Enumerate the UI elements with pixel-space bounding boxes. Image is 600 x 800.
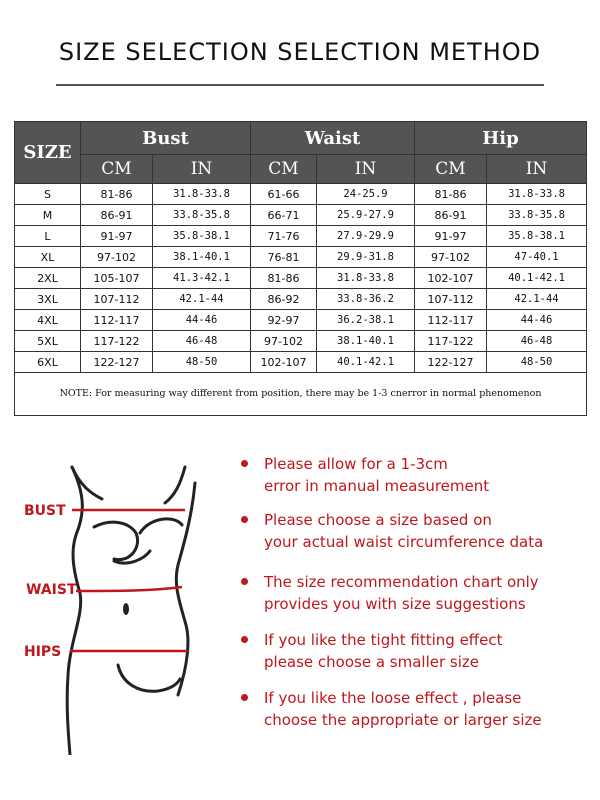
measurement-cell: 117-122 xyxy=(81,331,153,352)
unit-header: CM xyxy=(251,155,317,184)
measurement-cell: 44-46 xyxy=(153,310,251,331)
measurement-cell: 29.9-31.8 xyxy=(317,247,415,268)
measurement-cell: 102-107 xyxy=(415,268,487,289)
table-row xyxy=(15,352,587,373)
table-note: NOTE: For measuring way different from position, there may be 1-3 cnerror in normal phenomenon xyxy=(15,373,587,416)
table-row xyxy=(15,310,587,331)
measurement-cell: 86-92 xyxy=(251,289,317,310)
size-cell: XL xyxy=(15,247,81,268)
measurement-cell: 112-117 xyxy=(81,310,153,331)
measurement-cell: 91-97 xyxy=(415,226,487,247)
advice-text: If you like the loose effect , please choose the appropriate or larger size xyxy=(264,689,542,729)
size-cell: 2XL xyxy=(15,268,81,289)
measurement-cell: 42.1-44 xyxy=(153,289,251,310)
table-row xyxy=(15,184,587,205)
size-cell: 6XL xyxy=(15,352,81,373)
waist-measure-line xyxy=(76,587,182,591)
size-cell: 3XL xyxy=(15,289,81,310)
size-cell: 5XL xyxy=(15,331,81,352)
waist-label: WAIST xyxy=(26,582,77,598)
measurement-cell: 33.8-35.8 xyxy=(487,205,587,226)
measurement-cell: 42.1-44 xyxy=(487,289,587,310)
hip-group-header: Hip xyxy=(415,122,587,155)
size-cell: M xyxy=(15,205,81,226)
measurement-cell: 92-97 xyxy=(251,310,317,331)
unit-header: IN xyxy=(153,155,251,184)
measurement-cell: 107-112 xyxy=(81,289,153,310)
bullet-dot-icon xyxy=(241,578,248,585)
bullet-dot-icon xyxy=(241,694,248,701)
body-measurement-figure xyxy=(10,455,230,755)
measurement-cell: 71-76 xyxy=(251,226,317,247)
measurement-cell: 107-112 xyxy=(415,289,487,310)
page-title: SIZE SELECTION SELECTION METHOD xyxy=(58,38,542,66)
bust-group-header: Bust xyxy=(81,122,251,155)
measurement-cell: 44-46 xyxy=(487,310,587,331)
measurement-cell: 38.1-40.1 xyxy=(153,247,251,268)
measurement-cell: 46-48 xyxy=(487,331,587,352)
hips-label: HIPS xyxy=(24,644,62,660)
measurement-cell: 81-86 xyxy=(81,184,153,205)
unit-header: CM xyxy=(81,155,153,184)
measurement-cell: 86-91 xyxy=(81,205,153,226)
size-cell: L xyxy=(15,226,81,247)
measurement-cell: 46-48 xyxy=(153,331,251,352)
size-column-header: SIZE xyxy=(15,122,81,184)
measurement-cell: 31.8-33.8 xyxy=(487,184,587,205)
measurement-cell: 36.2-38.1 xyxy=(317,310,415,331)
bullet-dot-icon xyxy=(241,636,248,643)
table-row xyxy=(15,247,587,268)
measurement-cell: 35.8-38.1 xyxy=(487,226,587,247)
measurement-cell: 40.1-42.1 xyxy=(317,352,415,373)
bullet-dot-icon xyxy=(241,516,248,523)
unit-header: IN xyxy=(317,155,415,184)
measurement-cell: 97-102 xyxy=(415,247,487,268)
measurement-cell: 81-86 xyxy=(251,268,317,289)
advice-text: Please choose a size based on your actual waist circumference data xyxy=(264,511,544,551)
measurement-cell: 47-40.1 xyxy=(487,247,587,268)
table-row xyxy=(15,289,587,310)
measurement-cell: 86-91 xyxy=(415,205,487,226)
advice-text: Please allow for a 1-3cm error in manual measurement xyxy=(264,455,490,495)
measurement-cell: 41.3-42.1 xyxy=(153,268,251,289)
unit-header: CM xyxy=(415,155,487,184)
measurement-cell: 33.8-35.8 xyxy=(153,205,251,226)
measurement-cell: 117-122 xyxy=(415,331,487,352)
measurement-cell: 35.8-38.1 xyxy=(153,226,251,247)
measurement-cell: 38.1-40.1 xyxy=(317,331,415,352)
bullet-dot-icon xyxy=(241,460,248,467)
measurement-cell: 81-86 xyxy=(415,184,487,205)
measurement-cell: 97-102 xyxy=(251,331,317,352)
navel-mark xyxy=(123,603,129,615)
measurement-cell: 105-107 xyxy=(81,268,153,289)
table-row xyxy=(15,331,587,352)
measurement-cell: 33.8-36.2 xyxy=(317,289,415,310)
size-cell: S xyxy=(15,184,81,205)
size-chart-table xyxy=(14,121,587,416)
measurement-cell: 40.1-42.1 xyxy=(487,268,587,289)
measurement-cell: 112-117 xyxy=(415,310,487,331)
measurement-cell: 25.9-27.9 xyxy=(317,205,415,226)
measurement-cell: 61-66 xyxy=(251,184,317,205)
measurement-cell: 76-81 xyxy=(251,247,317,268)
measurement-cell: 31.8-33.8 xyxy=(317,268,415,289)
bust-label: BUST xyxy=(24,503,66,519)
torso-outline-illustration xyxy=(10,455,230,755)
waist-group-header: Waist xyxy=(251,122,415,155)
measurement-cell: 48-50 xyxy=(487,352,587,373)
unit-header: IN xyxy=(487,155,587,184)
size-table-body xyxy=(15,184,587,373)
table-row xyxy=(15,226,587,247)
advice-text: The size recommendation chart only provides you with size suggestions xyxy=(264,573,539,613)
measurement-cell: 97-102 xyxy=(81,247,153,268)
measurement-cell: 91-97 xyxy=(81,226,153,247)
measurement-cell: 102-107 xyxy=(251,352,317,373)
measurement-cell: 122-127 xyxy=(415,352,487,373)
measurement-cell: 27.9-29.9 xyxy=(317,226,415,247)
measurement-cell: 31.8-33.8 xyxy=(153,184,251,205)
measurement-cell: 66-71 xyxy=(251,205,317,226)
measurement-cell: 122-127 xyxy=(81,352,153,373)
size-cell: 4XL xyxy=(15,310,81,331)
table-row xyxy=(15,205,587,226)
advice-text: If you like the tight fitting effect please choose a smaller size xyxy=(264,631,503,671)
measurement-cell: 24-25.9 xyxy=(317,184,415,205)
measurement-cell: 48-50 xyxy=(153,352,251,373)
table-row xyxy=(15,268,587,289)
title-underline xyxy=(56,84,544,86)
